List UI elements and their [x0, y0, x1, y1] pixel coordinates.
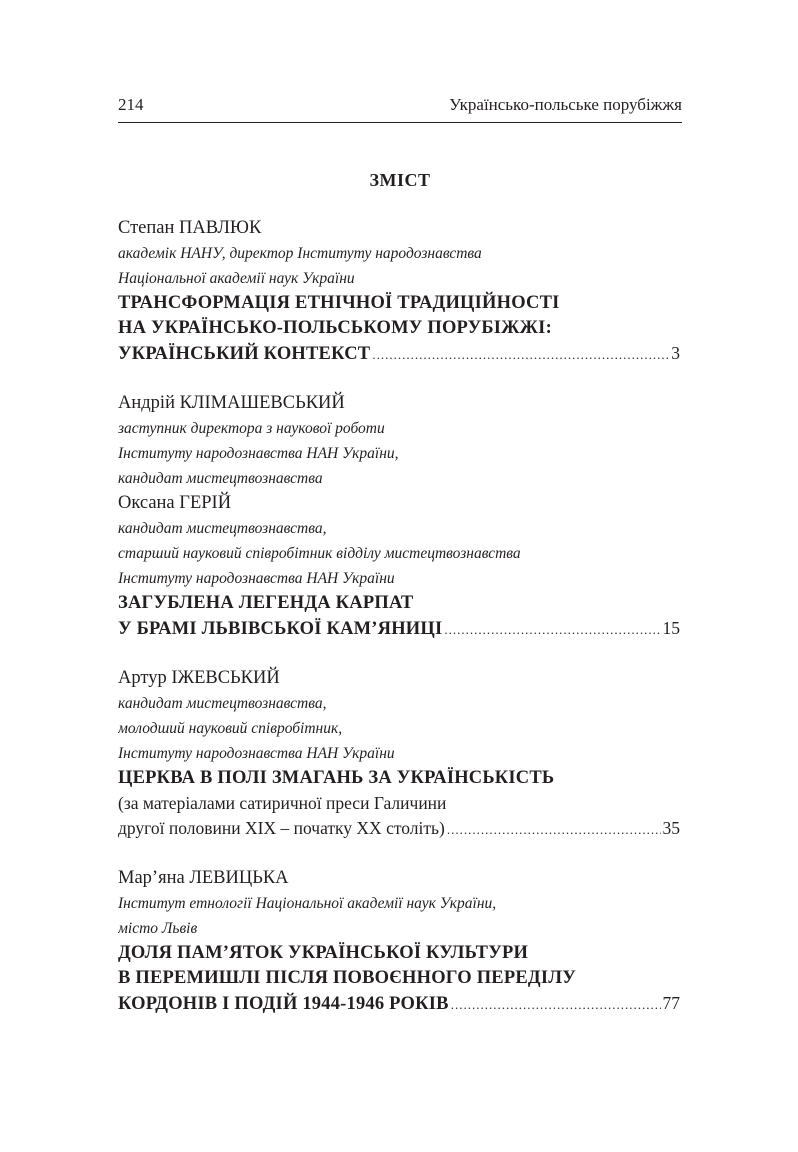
article-title-line: КОРДОНІВ І ПОДІЙ 1944-1946 РОКІВ [118, 994, 449, 1014]
author-affiliation: старший науковий співробітник відділу мистецтвознавства [118, 545, 521, 562]
author-name: Артур ІЖЕВСЬКИЙ [118, 668, 280, 688]
article-title-line: ТРАНСФОРМАЦІЯ ЕТНІЧНОЇ ТРАДИЦІЙНОСТІ [118, 293, 560, 313]
toc-heading: ЗМІСТ [369, 170, 431, 190]
article-title-line: ЦЕРКВА В ПОЛІ ЗМАГАНЬ ЗА УКРАЇНСЬКІСТЬ [118, 768, 555, 788]
author-name: Оксана ГЕРІЙ [118, 493, 232, 513]
dot-leader [451, 992, 661, 1016]
author-affiliation: місто Львів [118, 920, 198, 937]
article-title-line: НА УКРАЇНСЬКО-ПОЛЬСЬКОМУ ПОРУБІЖЖІ: [118, 318, 552, 338]
author-affiliation: академік НАНУ, директор Інституту народознавства [118, 245, 482, 262]
running-head [118, 94, 682, 116]
header-rule [118, 122, 682, 123]
author-name: Андрій КЛІМАШЕВСЬКИЙ [118, 393, 345, 413]
dot-leader [447, 817, 661, 841]
toc-link[interactable] [118, 616, 680, 641]
table-of-contents [118, 216, 680, 1016]
author-affiliation: Інституту народознавства НАН України [118, 745, 395, 762]
toc-link[interactable] [118, 816, 680, 841]
article-title-line: ДОЛЯ ПАМ’ЯТОК УКРАЇНСЬКОЇ КУЛЬТУРИ [118, 943, 529, 963]
author-affiliation: Інститут етнології Національної академії наук України, [118, 895, 497, 912]
author-affiliation: молодший науковий співробітник, [118, 720, 343, 737]
author-affiliation: кандидат мистецтвознавства, [118, 520, 327, 537]
page-reference: 77 [662, 993, 680, 1013]
author-affiliation: Національної академії наук України [118, 270, 355, 287]
page-number: 214 [118, 95, 144, 114]
author-affiliation: Інституту народознавства НАН України [118, 570, 395, 587]
running-title: Українсько-польське порубіжжя [449, 95, 682, 114]
page-reference: 15 [662, 618, 680, 638]
article-subtitle-line: (за матеріалами сатиричної преси Галичини [118, 793, 447, 813]
dot-leader [372, 342, 669, 366]
author-name: Степан ПАВЛЮК [118, 218, 262, 238]
article-subtitle-line: другої половини ХІХ – початку ХХ століть) [118, 818, 445, 838]
article-title-line: ЗАГУБЛЕНА ЛЕГЕНДА КАРПАТ [118, 593, 414, 613]
page-reference: 3 [671, 343, 680, 363]
article-title-line: У БРАМІ ЛЬВІВСЬКОЇ КАМ’ЯНИЦІ [118, 619, 443, 639]
toc-entry [118, 666, 680, 841]
toc-entry [118, 866, 680, 1016]
toc-entry [118, 216, 680, 366]
dot-leader [444, 617, 660, 641]
toc-entry [118, 391, 680, 641]
author-affiliation: кандидат мистецтвознавства [118, 470, 323, 487]
page-reference: 35 [662, 818, 680, 838]
author-affiliation: заступник директора з наукової роботи [118, 420, 385, 437]
author-affiliation: Інституту народознавства НАН України, [118, 445, 399, 462]
toc-link[interactable] [118, 341, 680, 366]
toc-link[interactable] [118, 991, 680, 1016]
author-name: Мар’яна ЛЕВИЦЬКА [118, 868, 289, 888]
author-affiliation: кандидат мистецтвознавства, [118, 695, 327, 712]
article-title-line: В ПЕРЕМИШЛІ ПІСЛЯ ПОВОЄННОГО ПЕРЕДІЛУ [118, 968, 576, 988]
article-title-line: УКРАЇНСЬКИЙ КОНТЕКСТ [118, 344, 371, 364]
